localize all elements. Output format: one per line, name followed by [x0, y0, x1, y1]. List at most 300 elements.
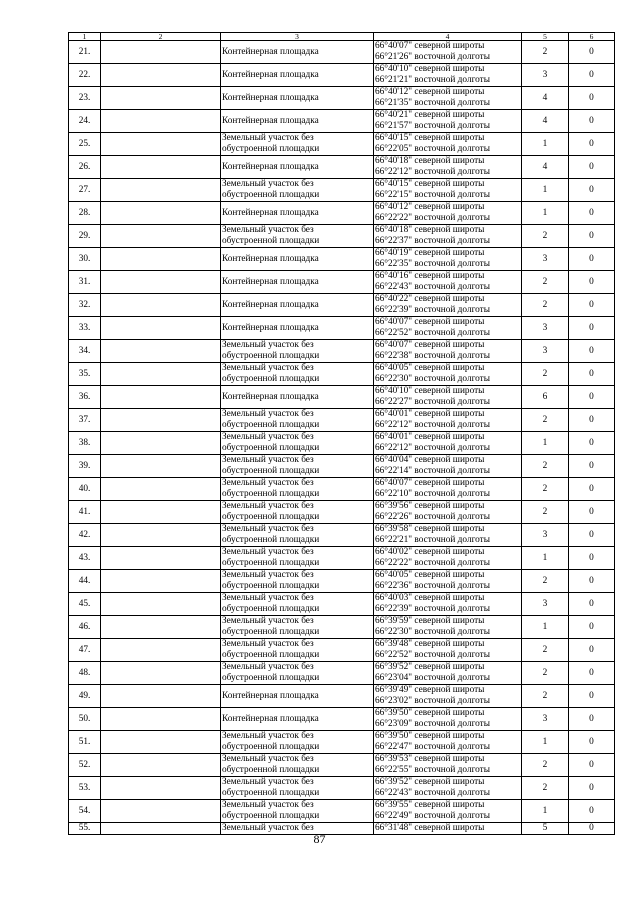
row-number-cell	[69, 432, 101, 455]
containers-count-cell	[522, 501, 569, 524]
coordinates-cell	[374, 317, 522, 340]
containers-count-cell-line-1: 2	[542, 299, 548, 310]
row-number-cell-line-1: 29.	[78, 230, 91, 241]
row-number-cell	[69, 501, 101, 524]
coordinates-cell	[374, 248, 522, 271]
empty-cell	[101, 455, 221, 478]
site-type-cell-line-1: Контейнерная площадка	[222, 92, 319, 103]
containers-count-cell-line-1: 3	[542, 713, 548, 724]
coordinates-cell	[374, 340, 522, 363]
site-type-cell-line-2: обустроенной площадки	[222, 811, 320, 821]
site-type-cell-line-1: Контейнерная площадка	[222, 207, 319, 218]
containers-count-cell	[522, 110, 569, 133]
coordinates-cell-line-1: 66°40'15" северной широты	[375, 133, 485, 143]
site-type-cell	[221, 432, 374, 455]
table-row	[69, 317, 615, 340]
column-6-cell	[569, 639, 615, 662]
containers-count-cell-line-1: 1	[542, 138, 548, 149]
row-number-cell	[69, 294, 101, 317]
containers-count-cell-line-1: 2	[542, 667, 548, 678]
containers-count-cell-line-1: 3	[542, 598, 548, 609]
row-number-cell-line-1: 35.	[78, 368, 91, 379]
row-number-cell-line-1: 37.	[78, 414, 91, 425]
row-number-cell-line-1: 46.	[78, 621, 91, 632]
coordinates-cell	[374, 363, 522, 386]
column-6-cell-line-1: 0	[589, 276, 594, 287]
site-type-cell	[221, 754, 374, 777]
column-6-cell	[569, 271, 615, 294]
containers-count-cell-line-1: 1	[542, 184, 548, 195]
empty-cell	[101, 64, 221, 87]
coordinates-cell	[374, 133, 522, 156]
row-number-cell	[69, 478, 101, 501]
row-number-cell-line-1: 27.	[78, 184, 91, 195]
site-type-cell-line-1: Земельный участок без	[222, 570, 314, 580]
coordinates-cell-line-1: 66°39'50" северной широты	[375, 731, 485, 741]
coordinates-cell-line-1: 66°40'03" северной широты	[375, 593, 485, 603]
containers-count-cell	[522, 524, 569, 547]
column-6-cell	[569, 248, 615, 271]
containers-count-cell-line-1: 6	[542, 391, 548, 402]
coordinates-cell	[374, 777, 522, 800]
coordinates-cell	[374, 524, 522, 547]
containers-count-cell	[522, 570, 569, 593]
site-type-cell	[221, 800, 374, 823]
site-type-cell-line-1: Земельный участок без	[222, 731, 314, 741]
containers-count-cell	[522, 179, 569, 202]
coordinates-cell-line-1: 66°40'07" северной широты	[375, 340, 485, 350]
coordinates-cell-line-1: 66°39'55" северной широты	[375, 800, 485, 810]
coordinates-cell	[374, 455, 522, 478]
site-type-cell-line-2: обустроенной площадки	[222, 765, 320, 775]
empty-cell	[101, 547, 221, 570]
row-number-cell-line-1: 45.	[78, 598, 91, 609]
coordinates-cell-line-1: 66°40'19" северной широты	[375, 248, 485, 258]
table-row	[69, 662, 615, 685]
empty-cell	[101, 271, 221, 294]
site-type-cell-line-2: обустроенной площадки	[222, 144, 320, 154]
site-type-cell	[221, 64, 374, 87]
column-6-cell	[569, 478, 615, 501]
row-number-cell-line-1: 44.	[78, 575, 91, 586]
containers-count-cell	[522, 87, 569, 110]
header-row	[69, 33, 615, 41]
empty-cell	[101, 616, 221, 639]
containers-count-cell-line-1: 1	[542, 207, 548, 218]
site-type-cell-line-1: Земельный участок без	[222, 777, 314, 787]
empty-cell	[101, 409, 221, 432]
empty-cell	[101, 363, 221, 386]
row-number-cell	[69, 685, 101, 708]
coordinates-cell-line-1: 66°40'07" северной широты	[375, 478, 485, 488]
site-type-cell	[221, 501, 374, 524]
containers-count-cell-line-1: 2	[542, 276, 548, 287]
containers-count-cell	[522, 777, 569, 800]
site-type-cell-line-2: обустроенной площадки	[222, 351, 320, 361]
table-row	[69, 225, 615, 248]
site-type-cell-line-1: Земельный участок без	[222, 639, 314, 649]
coordinates-cell	[374, 271, 522, 294]
site-type-cell-line-1: Земельный участок без	[222, 800, 314, 810]
coordinates-cell-line-1: 66°39'58" северной широты	[375, 524, 485, 534]
column-6-cell-line-1: 0	[589, 823, 594, 833]
row-number-cell-line-1: 51.	[78, 736, 91, 747]
table-row	[69, 179, 615, 202]
column-6-cell-line-1: 0	[589, 299, 594, 310]
empty-cell	[101, 432, 221, 455]
site-type-cell	[221, 248, 374, 271]
site-type-cell-line-1: Контейнерная площадка	[222, 690, 319, 701]
empty-cell	[101, 662, 221, 685]
empty-cell	[101, 87, 221, 110]
row-number-cell	[69, 708, 101, 731]
containers-count-cell-line-1: 1	[542, 805, 548, 816]
column-6-cell-line-1: 0	[589, 805, 594, 816]
empty-cell	[101, 685, 221, 708]
table-row	[69, 685, 615, 708]
coordinates-cell-line-1: 66°39'50" северной широты	[375, 708, 485, 718]
site-type-cell-line-1: Контейнерная площадка	[222, 299, 319, 310]
empty-cell	[101, 248, 221, 271]
site-type-cell-line-1: Контейнерная площадка	[222, 161, 319, 172]
site-type-cell-line-1: Земельный участок без	[222, 478, 314, 488]
column-6-cell-line-1: 0	[589, 644, 594, 655]
row-number-cell-line-1: 40.	[78, 483, 91, 494]
coordinates-cell	[374, 409, 522, 432]
coordinates-cell	[374, 685, 522, 708]
coordinates-cell	[374, 570, 522, 593]
site-type-cell	[221, 363, 374, 386]
row-number-cell-line-1: 25.	[78, 138, 91, 149]
coordinates-cell-line-1: 66°40'22" северной широты	[375, 294, 485, 304]
coordinates-cell-line-1: 66°40'01" северной широты	[375, 432, 485, 442]
column-6-cell	[569, 616, 615, 639]
coordinates-cell-line-2: 66°22'05" восточной долготы	[375, 144, 490, 154]
coordinates-cell	[374, 202, 522, 225]
column-6-cell-line-1: 0	[589, 506, 594, 517]
row-number-cell-line-1: 54.	[78, 805, 91, 816]
column-6-cell-line-1: 0	[589, 621, 594, 632]
coordinates-cell-line-2: 66°22'47" восточной долготы	[375, 742, 490, 752]
column-6-cell	[569, 363, 615, 386]
coordinates-cell-line-2: 66°22'37" восточной долготы	[375, 236, 490, 246]
coordinates-cell-line-2: 66°22'22" восточной долготы	[375, 213, 490, 223]
site-type-cell-line-1: Контейнерная площадка	[222, 713, 319, 724]
table-row	[69, 64, 615, 87]
coordinates-cell-line-1: 66°40'02" северной широты	[375, 547, 485, 557]
coordinates-cell-line-2: 66°22'52" восточной долготы	[375, 650, 490, 660]
coordinates-cell-line-2: 66°21'35" восточной долготы	[375, 98, 490, 108]
empty-cell	[101, 593, 221, 616]
site-type-cell	[221, 547, 374, 570]
coordinates-cell	[374, 110, 522, 133]
site-type-cell	[221, 133, 374, 156]
table-row	[69, 800, 615, 823]
empty-cell	[101, 777, 221, 800]
row-number-cell	[69, 662, 101, 685]
site-type-cell-line-1: Земельный участок без	[222, 593, 314, 603]
site-type-cell	[221, 685, 374, 708]
column-6-cell	[569, 133, 615, 156]
column-6-cell-line-1: 0	[589, 138, 594, 149]
coordinates-cell-line-2: 66°23'02" восточной долготы	[375, 696, 490, 706]
containers-count-cell-line-1: 2	[542, 644, 548, 655]
coordinates-cell-line-2: 66°21'26" восточной долготы	[375, 52, 490, 62]
column-6-cell	[569, 41, 615, 64]
table-row	[69, 363, 615, 386]
row-number-cell-line-1: 33.	[78, 322, 91, 333]
coordinates-cell-line-1: 66°40'05" северной широты	[375, 570, 485, 580]
column-6-cell	[569, 754, 615, 777]
site-type-cell-line-2: обустроенной площадки	[222, 627, 320, 637]
row-number-cell-line-1: 47.	[78, 644, 91, 655]
site-type-cell-line-1: Контейнерная площадка	[222, 391, 319, 402]
site-type-cell	[221, 777, 374, 800]
coordinates-cell-line-1: 66°40'07" северной широты	[375, 317, 485, 327]
empty-cell	[101, 156, 221, 179]
row-number-cell-line-1: 31.	[78, 276, 91, 287]
coordinates-cell-line-1: 66°40'01" северной широты	[375, 409, 485, 419]
column-6-cell-line-1: 0	[589, 322, 594, 333]
coordinates-cell-line-1: 66°40'18" северной широты	[375, 156, 485, 166]
coordinates-cell	[374, 478, 522, 501]
row-number-cell	[69, 179, 101, 202]
containers-count-cell-line-1: 2	[542, 460, 548, 471]
table-row	[69, 294, 615, 317]
site-type-cell	[221, 156, 374, 179]
containers-count-cell-line-1: 1	[542, 552, 548, 563]
coordinates-cell-line-2: 66°21'21" восточной долготы	[375, 75, 490, 85]
site-type-cell	[221, 639, 374, 662]
containers-count-cell	[522, 455, 569, 478]
coordinates-cell-line-2: 66°22'12" восточной долготы	[375, 420, 490, 430]
row-number-cell	[69, 340, 101, 363]
column-6-cell-line-1: 0	[589, 92, 594, 103]
site-type-cell-line-2: обустроенной площадки	[222, 535, 320, 545]
coordinates-cell-line-2: 66°22'10" восточной долготы	[375, 489, 490, 499]
containers-count-cell-line-1: 2	[542, 368, 548, 379]
coordinates-cell-line-2: 66°22'36" восточной долготы	[375, 581, 490, 591]
coordinates-cell	[374, 754, 522, 777]
coordinates-cell-line-2: 66°22'14" восточной долготы	[375, 466, 490, 476]
coordinates-cell-line-2: 66°22'43" восточной долготы	[375, 788, 490, 798]
row-number-cell-line-1: 34.	[78, 345, 91, 356]
site-type-cell-line-1: Земельный участок без	[222, 432, 314, 442]
coordinates-cell-line-2: 66°22'22" восточной долготы	[375, 558, 490, 568]
containers-count-cell-line-1: 5	[542, 823, 548, 833]
site-type-cell-line-1: Земельный участок без	[222, 662, 314, 672]
site-type-cell-line-2: обустроенной площадки	[222, 236, 320, 246]
containers-count-cell-line-1: 2	[542, 230, 548, 241]
coordinates-cell-line-1: 66°39'53" северной широты	[375, 754, 485, 764]
row-number-cell	[69, 593, 101, 616]
column-6-cell-line-1: 0	[589, 759, 594, 770]
coordinates-cell-line-2: 66°22'52" восточной долготы	[375, 328, 490, 338]
row-number-cell-line-1: 55.	[78, 823, 91, 833]
row-number-cell-line-1: 39.	[78, 460, 91, 471]
site-type-cell-line-1: Земельный участок без	[222, 133, 314, 143]
row-number-cell	[69, 41, 101, 64]
empty-cell	[101, 731, 221, 754]
site-type-cell-line-1: Земельный участок без	[222, 616, 314, 626]
column-6-cell	[569, 202, 615, 225]
containers-count-cell-line-1: 4	[542, 115, 548, 126]
row-number-cell	[69, 570, 101, 593]
column-6-cell	[569, 685, 615, 708]
site-type-cell-line-1: Земельный участок без	[222, 409, 314, 419]
site-type-cell	[221, 317, 374, 340]
table-row	[69, 501, 615, 524]
site-type-cell-line-1: Контейнерная площадка	[222, 69, 319, 80]
column-6-cell	[569, 317, 615, 340]
coordinates-cell-line-2: 66°22'26" восточной долготы	[375, 512, 490, 522]
row-number-cell	[69, 800, 101, 823]
column-6-cell	[569, 179, 615, 202]
column-6-cell	[569, 731, 615, 754]
header-cell-6: 6	[569, 33, 615, 41]
coordinates-cell	[374, 156, 522, 179]
site-type-cell-line-2: обустроенной площадки	[222, 673, 320, 683]
site-type-cell-line-1: Земельный участок без	[222, 524, 314, 534]
empty-cell	[101, 524, 221, 547]
column-6-cell	[569, 432, 615, 455]
coordinates-cell	[374, 432, 522, 455]
table-row	[69, 202, 615, 225]
coordinates-cell-line-2: 66°22'30" восточной долготы	[375, 627, 490, 637]
empty-cell	[101, 478, 221, 501]
site-type-cell-line-2: обустроенной площадки	[222, 742, 320, 752]
column-6-cell-line-1: 0	[589, 460, 594, 471]
coordinates-cell-line-1: 66°39'52" северной широты	[375, 662, 485, 672]
coordinates-cell	[374, 64, 522, 87]
table-row	[69, 156, 615, 179]
row-number-cell-line-1: 22.	[78, 69, 91, 80]
containers-count-cell-line-1: 2	[542, 690, 548, 701]
row-number-cell	[69, 547, 101, 570]
column-6-cell-line-1: 0	[589, 161, 594, 172]
coordinates-cell-line-2: 66°23'09" восточной долготы	[375, 719, 490, 729]
column-6-cell	[569, 340, 615, 363]
column-6-cell	[569, 294, 615, 317]
column-6-cell-line-1: 0	[589, 69, 594, 80]
site-type-cell	[221, 455, 374, 478]
containers-count-cell-line-1: 3	[542, 529, 548, 540]
containers-count-cell	[522, 708, 569, 731]
coordinates-cell	[374, 731, 522, 754]
containers-count-cell-line-1: 2	[542, 483, 548, 494]
row-number-cell-line-1: 36.	[78, 391, 91, 402]
site-type-cell	[221, 386, 374, 409]
coordinates-cell-line-1: 66°31'48" северной широты	[375, 823, 485, 833]
containers-count-cell-line-1: 2	[542, 46, 548, 57]
site-type-cell	[221, 271, 374, 294]
column-6-cell-line-1: 0	[589, 207, 594, 218]
data-table	[68, 32, 615, 835]
row-number-cell-line-1: 21.	[78, 46, 91, 57]
row-number-cell	[69, 271, 101, 294]
row-number-cell	[69, 777, 101, 800]
site-type-cell	[221, 524, 374, 547]
coordinates-cell-line-2: 66°22'30" восточной долготы	[375, 374, 490, 384]
row-number-cell-line-1: 32.	[78, 299, 91, 310]
column-6-cell	[569, 593, 615, 616]
column-6-cell	[569, 777, 615, 800]
table-row	[69, 708, 615, 731]
coordinates-cell-line-2: 66°22'21" восточной долготы	[375, 535, 490, 545]
column-6-cell-line-1: 0	[589, 529, 594, 540]
containers-count-cell-line-1: 1	[542, 621, 548, 632]
site-type-cell	[221, 179, 374, 202]
column-6-cell	[569, 386, 615, 409]
site-type-cell-line-1: Контейнерная площадка	[222, 322, 319, 333]
containers-count-cell-line-1: 3	[542, 322, 548, 333]
column-6-cell-line-1: 0	[589, 598, 594, 609]
column-6-cell	[569, 800, 615, 823]
site-type-cell	[221, 708, 374, 731]
site-type-cell-line-1: Контейнерная площадка	[222, 115, 319, 126]
column-6-cell-line-1: 0	[589, 575, 594, 586]
site-type-cell	[221, 41, 374, 64]
row-number-cell	[69, 754, 101, 777]
site-type-cell-line-1: Земельный участок без	[222, 547, 314, 557]
empty-cell	[101, 317, 221, 340]
containers-count-cell	[522, 754, 569, 777]
coordinates-cell	[374, 41, 522, 64]
column-6-cell-line-1: 0	[589, 782, 594, 793]
containers-count-cell	[522, 248, 569, 271]
row-number-cell	[69, 225, 101, 248]
column-6-cell-line-1: 0	[589, 253, 594, 264]
empty-cell	[101, 41, 221, 64]
table-row	[69, 754, 615, 777]
coordinates-cell-line-1: 66°40'05" северной широты	[375, 363, 485, 373]
site-type-cell-line-2: обустроенной площадки	[222, 788, 320, 798]
empty-cell	[101, 800, 221, 823]
site-type-cell-line-1: Земельный участок без	[222, 823, 314, 833]
site-type-cell	[221, 616, 374, 639]
column-6-cell-line-1: 0	[589, 184, 594, 195]
containers-count-cell	[522, 662, 569, 685]
row-number-cell-line-1: 48.	[78, 667, 91, 678]
table-row	[69, 593, 615, 616]
empty-cell	[101, 340, 221, 363]
column-6-cell-line-1: 0	[589, 690, 594, 701]
containers-count-cell	[522, 639, 569, 662]
row-number-cell-line-1: 50.	[78, 713, 91, 724]
coordinates-cell-line-2: 66°21'57" восточной долготы	[375, 121, 490, 131]
row-number-cell-line-1: 41.	[78, 506, 91, 517]
coordinates-cell	[374, 593, 522, 616]
table-row	[69, 547, 615, 570]
table-row	[69, 432, 615, 455]
coordinates-cell-line-1: 66°39'59" северной широты	[375, 616, 485, 626]
coordinates-cell	[374, 87, 522, 110]
site-type-cell-line-1: Контейнерная площадка	[222, 276, 319, 287]
table-row	[69, 570, 615, 593]
column-6-cell-line-1: 0	[589, 437, 594, 448]
column-6-cell-line-1: 0	[589, 552, 594, 563]
coordinates-cell-line-1: 66°40'12" северной широты	[375, 202, 485, 212]
header-cell-4: 4	[374, 33, 522, 41]
row-number-cell	[69, 386, 101, 409]
table-row	[69, 455, 615, 478]
column-6-cell	[569, 409, 615, 432]
empty-cell	[101, 294, 221, 317]
site-type-cell-line-1: Земельный участок без	[222, 340, 314, 350]
empty-cell	[101, 225, 221, 248]
containers-count-cell-line-1: 2	[542, 575, 548, 586]
coordinates-cell-line-1: 66°40'12" северной широты	[375, 87, 485, 97]
